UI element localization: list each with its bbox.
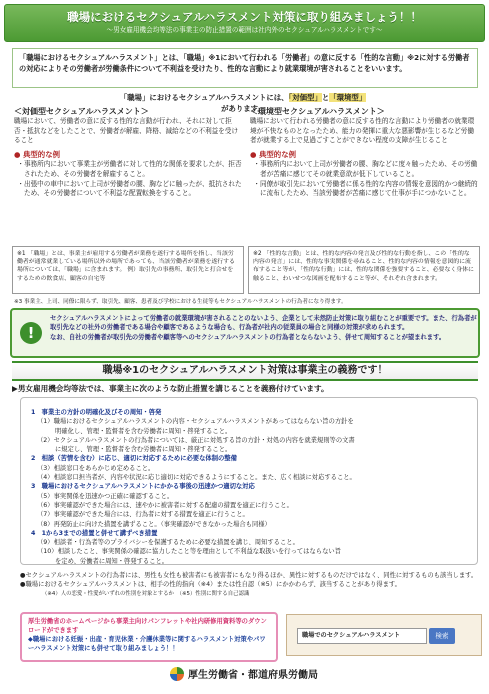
list-item: （3）相談窓口をあらかじめ定めること。	[37, 464, 155, 472]
page-subtitle: 〜男女雇用機会均等法の事業主の防止措置の範囲は社内外のセクシュアルハラスメントです〜	[106, 26, 383, 34]
bullet-definitions: （※4）人の恋愛・性愛がいずれの性別を対象とするか （※5）性別に関する自己認識	[42, 590, 250, 597]
list-item: （7）事実確認ができた場合には、行為者に対する措置を適正に行うこと。	[37, 511, 249, 519]
warning-line-2: なお、自社の労働者が取引先の労働者や顧客等へのセクシュアルハラスメントの行為者とならないよう、併せて周知することが望まれます。	[50, 333, 446, 341]
environment-example-list	[250, 160, 478, 198]
list-item: （8）再発防止に向けた措置を講ずること。（事実確認ができなかった場合も同様）	[37, 520, 271, 528]
types-mid: と	[321, 93, 330, 102]
list-item: ・ 出張中の車中において上司が労働者の腰、胸などに触ったが、抵抗されたため、その労働者について不利益な配置転換をすること。	[24, 180, 242, 199]
notes-bullets	[20, 571, 480, 598]
note-sexual-conduct-text: ※2 「性的な言動」とは、性的な内容の発言及び性的な行動を指し、この「性的な内容の発言」には、性的な事実関係を尋ねること、性的な内容の情報を意図的に流布すること等が、「性的な行動」には、性的な関係を強要すること、必要なく身体に触ること、わいせつな図画を配布すること等が、それぞれ含まれます。	[253, 251, 474, 282]
list-item: 1 事業主の方針の明確化及びその周知・啓発	[31, 409, 162, 416]
quid-pro-quo-desc: 職場において、労働者の意に反する性的な言動が行われ、それに対して拒否・抵抗などをしたことで、労働者が解雇、降格、減給などの不利益を受けること	[14, 117, 239, 145]
warning-box	[10, 308, 480, 358]
list-item: （1）職場におけるセクシュアルハラスメントの内容・セクシュアルハラスメントがあってはならない旨の方針を	[37, 418, 354, 426]
search-input[interactable]: 職場でのセクシュアルハラスメント	[297, 628, 427, 644]
quid-pro-quo-column	[14, 106, 242, 199]
download-info-box	[20, 612, 278, 662]
definition-text: 「職場におけるセクシュアルハラスメント」とは、「職場」※1において行われる「労働者」の意に反する「性的な言動」※2に対する労働者の対応によりその労働者が労働条件について不利益を受けたり、性的な言動により就業環境が害されることをいいます。	[19, 53, 470, 73]
list-item: 3 職場におけるセクシュアルハラスメントにかかる事後の迅速かつ適切な対応	[31, 483, 255, 491]
environment-column	[250, 106, 478, 199]
related-harassment-text: ◆職場における妊娠・出産・育児休業・介護休業等に関するハラスメント対策やパワーハラスメント対策にも併せて取り組みましょう！！	[28, 636, 266, 652]
obligation-subheading: ▶男女雇用機会均等法では、事業主に次のような防止措置を講じることを義務付けています。	[12, 384, 329, 393]
list-item: に規定し、管理・監督者を含む労働者に周知・啓発すること。	[55, 446, 232, 454]
note-sexual-conduct	[248, 246, 480, 294]
obligation-heading: 職場※1のセクシュアルハラスメント対策は事業主の義務です！	[12, 361, 478, 381]
environment-example-title: ● 典型的な例	[250, 149, 296, 159]
list-item: （5）事実関係を迅速かつ正確に確認すること。	[37, 492, 174, 500]
list-item: （4）相談窓口担当者が、内容や状況に応じ適切に対応できるようにすること。また、広く相談に対応すること。	[37, 474, 356, 482]
bottom-section	[8, 604, 484, 692]
title-banner	[4, 4, 485, 42]
bullet-gender: ●セクシュアルハラスメントの行為者には、男性も女性も被害者にも被害者にもなり得るほか、異性に対するものだけではなく、同性に対するものも該当します。	[20, 572, 478, 579]
download-info-text: 厚生労働省のホームページから事業主向けパンフレットや社内研修用資料等のダウンロードができます	[28, 618, 267, 634]
list-item: 4 1から3までの措置と併せて講ずべき措置	[31, 529, 158, 537]
warning-text	[50, 314, 478, 342]
quid-pro-quo-example-list	[14, 160, 242, 198]
footer-org: 厚生労働省・都道府県労働局	[188, 670, 318, 681]
footer-logo	[170, 666, 370, 686]
footnote-actors: ※3 事業主、上司、同僚に限らず、取引先、顧客、患者及び学校における生徒等もセクシュアルハラスメントの行為者になり得ます。	[14, 299, 347, 305]
types-pre: 「職場」におけるセクシュアルハラスメントには、	[119, 93, 289, 102]
list-item: （9）相談者・行為者等のプライバシーを保護するために必要な措置を講じ、周知すること。	[37, 539, 299, 547]
list-item: （6）事実確認ができた場合には、速やかに被害者に対する配慮の措置を適正に行うこと。	[37, 501, 293, 509]
measures-list	[20, 397, 478, 565]
types-post: があります。	[221, 104, 265, 113]
type-environment: 「環境型」	[329, 93, 367, 102]
list-item: （2）セクシュアルハラスメントの行為者については、厳正に対処する旨の方針・対処の内容を就業規則等の文書	[37, 436, 355, 444]
mhlw-logo-icon	[170, 667, 184, 681]
quid-pro-quo-example-title: ● 典型的な例	[14, 149, 60, 159]
search-panel	[286, 614, 482, 656]
definition-box	[12, 48, 478, 88]
list-item: （10）相談したこと、事実関係の確認に協力したこと等を理由として不利益な取扱いを行ってはならない旨	[37, 548, 341, 556]
search-button[interactable]: 検索	[429, 628, 455, 644]
exclamation-icon: !	[20, 322, 42, 344]
environment-desc: 職場において行われる労働者の意に反する性的な言動により労働者の就業環境が不快なものとなったため、能力の発揮に重大な悪影響が生じるなど労働者が就業する上で見過ごすことができない程度の支障が生じること	[250, 117, 475, 145]
list-item: を定め、労働者に周知・啓発すること。	[55, 557, 169, 565]
bullet-orientation: ●職場におけるセクシュアルハラスメントは、相手の性的指向（※4）または性自認（※5）にかかわらず、該当することがあり得ます。	[20, 581, 401, 589]
list-item: ・ 同僚が取引先において労働者に係る性的な内容の情報を意図的かつ継続的に流布したため、当該労働者が苦痛に感じて仕事が手につかないこと。	[260, 180, 478, 199]
page-title: 職場におけるセクシュアルハラスメント対策に取り組みましょう！！	[67, 10, 422, 24]
list-item: 2 相談（苦情を含む）に応じ、適切に対応するために必要な体制の整備	[31, 455, 237, 463]
list-item: ・ 事務所内において上司が労働者の腰、胸などに度々触ったため、その労働者が苦痛に感じてその就業意欲が低下していること。	[260, 160, 478, 179]
quid-pro-quo-heading: ＜対価型セクシュアルハラスメント＞	[14, 107, 149, 116]
list-item: 明確化し、管理・監督者を含む労働者に周知・啓発すること。	[55, 427, 232, 435]
note-workplace	[12, 246, 244, 294]
environment-heading: ＜環境型セクシュアルハラスメント＞	[250, 107, 385, 116]
note-workplace-text: ※1 「職場」とは、事業主が雇用する労働者が業務を遂行する場所を指し、当該労働者が通常就業している場所以外の場所であっても、当該労働者が業務を遂行する場所については、「職場」に含まれます。 例）取引先の事務所、取引先と打合せをするための飲食店、顧客の自宅等	[17, 251, 235, 282]
warning-line-1: セクシュアルハラスメントによって労働者の就業環境が害されることのないよう、企業として未然防止対策に取り組むことが重要です。また、行為者が取引先などの社外の労働者である場合や顧客であるような場合も、行為者が社内の従業員の場合と同様の対策が求められます。	[50, 315, 477, 332]
type-quid-pro-quo: 「対価型」	[288, 93, 322, 102]
list-item: ・ 事務所内において事業主が労働者に対して性的な関係を要求したが、拒否されたため、その労働者を解雇すること。	[24, 160, 242, 179]
